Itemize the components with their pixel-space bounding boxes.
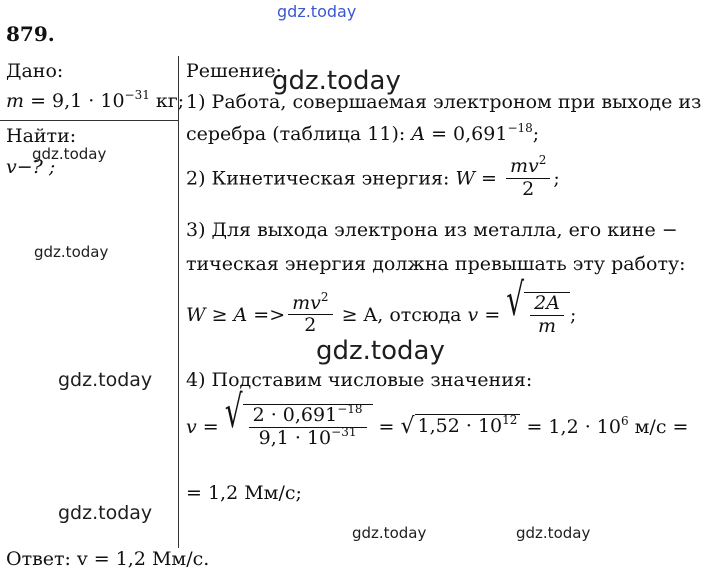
step4-text: 4) Подставим числовые значения: bbox=[186, 369, 533, 391]
step3-line-b: тическая энергия должна превышать эту работу: bbox=[186, 253, 686, 275]
watermark: gdz.today bbox=[316, 336, 445, 366]
step3-formula: W ≥ A => $\frac{mv^2}{2}$ ≥ A, отсюда v = √ $\frac{2A}{m}$ ; bbox=[186, 273, 577, 337]
watermark: gdz.today bbox=[352, 524, 427, 542]
step4-final: = 1,2 Мм/с; bbox=[186, 482, 302, 504]
watermark: gdz.today bbox=[32, 145, 107, 163]
answer: Ответ: v = 1,2 Мм/с. bbox=[6, 548, 210, 570]
find-label: Найти: bbox=[6, 125, 77, 147]
watermark-top: gdz.today bbox=[277, 2, 357, 21]
step1-line-b: серебра (таблица 11): $A = 0,691^{-18}$; bbox=[186, 121, 540, 145]
watermark: gdz.today bbox=[272, 66, 401, 96]
divider-vertical bbox=[178, 56, 179, 548]
watermark: gdz.today bbox=[34, 243, 109, 261]
find-value: v−? ; bbox=[6, 156, 56, 178]
step1-line-a: 1) Работа, совершаемая электроном при выходе из bbox=[186, 91, 701, 113]
watermark: gdz.today bbox=[58, 502, 153, 524]
problem-number: 879. bbox=[6, 22, 55, 46]
given-label: Дано: bbox=[6, 60, 64, 82]
given-mass: $m = 9,1 \cdot 10^{-31}$ кг; bbox=[6, 88, 185, 112]
step3-line-a: 3) Для выхода электрона из металла, его кине − bbox=[186, 219, 678, 241]
watermark: gdz.today bbox=[58, 369, 153, 391]
solution-label: Решение: bbox=[186, 60, 282, 82]
watermark: gdz.today bbox=[516, 524, 591, 542]
divider-horizontal bbox=[0, 120, 178, 121]
step2-formula: 2) Кинетическая энергия: W = $\frac{mv^2}{2}$ ; bbox=[186, 153, 560, 200]
step4-formula: v = √ $\frac{2 \cdot 0,691^{-18}}{9,1 \cdot 10^{-31}}$ = √ $1,52 \cdot 10^{12}$ = $1,2 \cdot 10^6$ м/с = bbox=[186, 385, 689, 449]
